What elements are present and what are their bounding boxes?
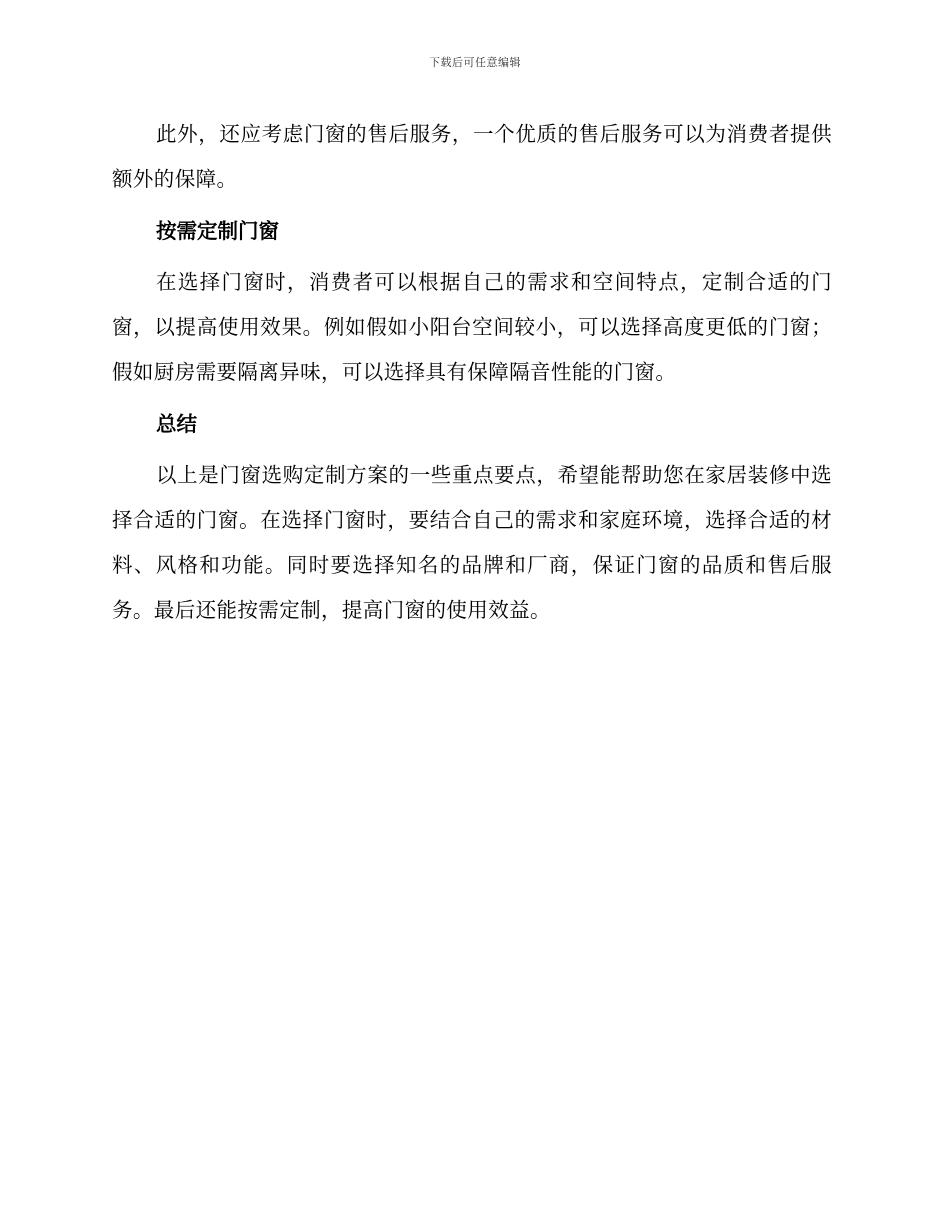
custom-paragraph: 在选择门窗时，消费者可以根据自己的需求和空间特点，定制合适的门窗，以提高使用效果。例如假如小阳台空间较小，可以选择高度更低的门窗；假如厨房需要隔离异味，可以选择具有保障隔音性能的门窗。 [112, 270, 832, 384]
intro-paragraph: 此外，还应考虑门窗的售后服务，一个优质的售后服务可以为消费者提供额外的保障。 [112, 122, 832, 191]
page-header: 下载后可任意编辑 [429, 56, 521, 69]
section-heading-summary: 总结 [156, 412, 197, 436]
document-body [112, 112, 832, 633]
summary-paragraph: 以上是门窗选购定制方案的一些重点要点，希望能帮助您在家居装修中选择合适的门窗。在选择门窗时，要结合自己的需求和家庭环境，选择合适的材料、风格和功能。同时要选择知名的品牌和厂商，保证门窗的品质和售后服务。最后还能按需定制，提高门窗的使用效益。 [112, 463, 832, 622]
section-heading-custom: 按需定制门窗 [156, 219, 279, 243]
